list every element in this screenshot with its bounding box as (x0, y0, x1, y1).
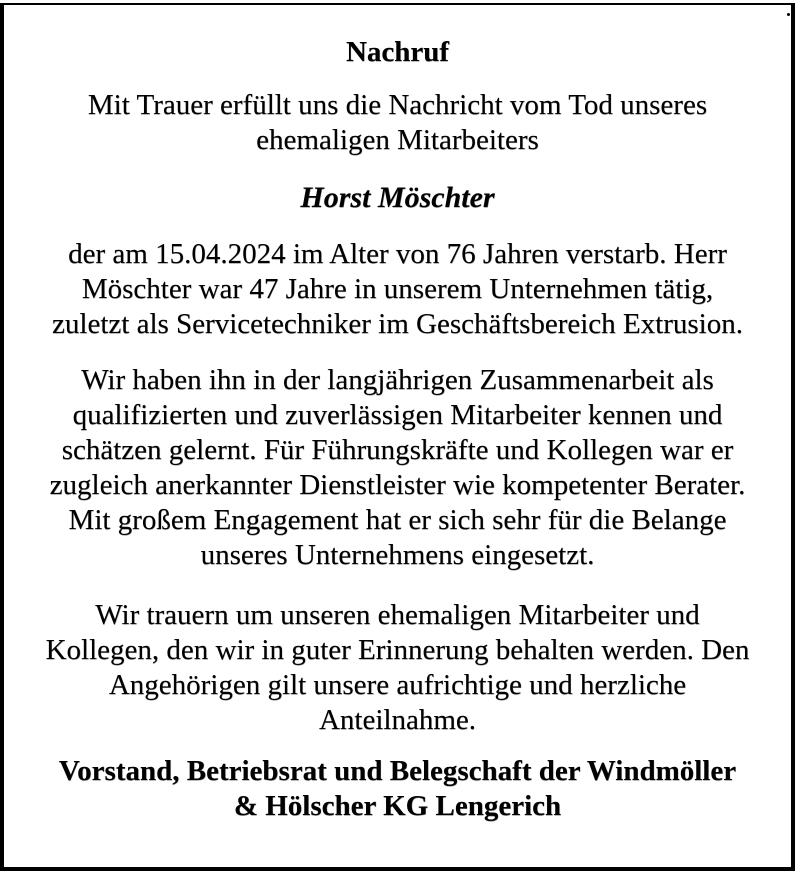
paragraph-line: Kollegen, den wir in guter Erinnerung behalten werden. Den (45, 634, 750, 666)
paragraph-line: qualifizierten und zuverlässigen Mitarbeiter kennen und (72, 399, 723, 431)
paragraph-line: der am 15.04.2024 im Alter von 76 Jahren verstarb. Herr (68, 238, 727, 270)
paragraph-line: zuletzt als Servicetechniker im Geschäftsbereich Extrusion. (52, 308, 743, 340)
paragraph-line: Wir trauern um unseren ehemaligen Mitarbeiter und (95, 599, 700, 631)
paragraph-line: Anteilnahme. (318, 704, 477, 736)
paragraph-appreciation (4, 363, 791, 573)
paragraph-dates (4, 237, 791, 342)
paragraph-line: Wir haben ihn in der langjährigen Zusammenarbeit als (81, 364, 714, 396)
paragraph-condolence (4, 598, 791, 738)
closing-line: & Hölscher KG Lengerich (233, 790, 562, 822)
obituary-frame (0, 3, 795, 871)
obituary-content (4, 5, 791, 824)
paragraph-line: zugleich anerkannter Dienstleister wie kompetenter Berater. (49, 469, 746, 501)
intro-line: Mit Trauer erfüllt uns die Nachricht vom Tod unseres (87, 89, 708, 121)
scan-artifact-dot (787, 13, 790, 16)
paragraph-line: Angehörigen gilt unsere aufrichtige und herzliche (108, 669, 687, 701)
closing-line: Vorstand, Betriebsrat und Belegschaft der Windmöller (58, 755, 737, 787)
paragraph-line: unseres Unternehmens eingesetzt. (200, 539, 595, 571)
intro-paragraph (4, 88, 791, 158)
paragraph-line: schätzen gelernt. Für Führungskräfte und Kollegen war er (61, 434, 734, 466)
intro-line: ehemaligen Mitarbeiters (256, 124, 539, 156)
paragraph-line: Möschter war 47 Jahre in unserem Unternehmen tätig, (81, 273, 714, 305)
closing-signature (4, 754, 791, 824)
paragraph-line: Mit großem Engagement hat er sich sehr für die Belange (68, 504, 727, 536)
deceased-name: Horst Möschter (300, 181, 495, 214)
obituary-title: Nachruf (345, 36, 450, 68)
